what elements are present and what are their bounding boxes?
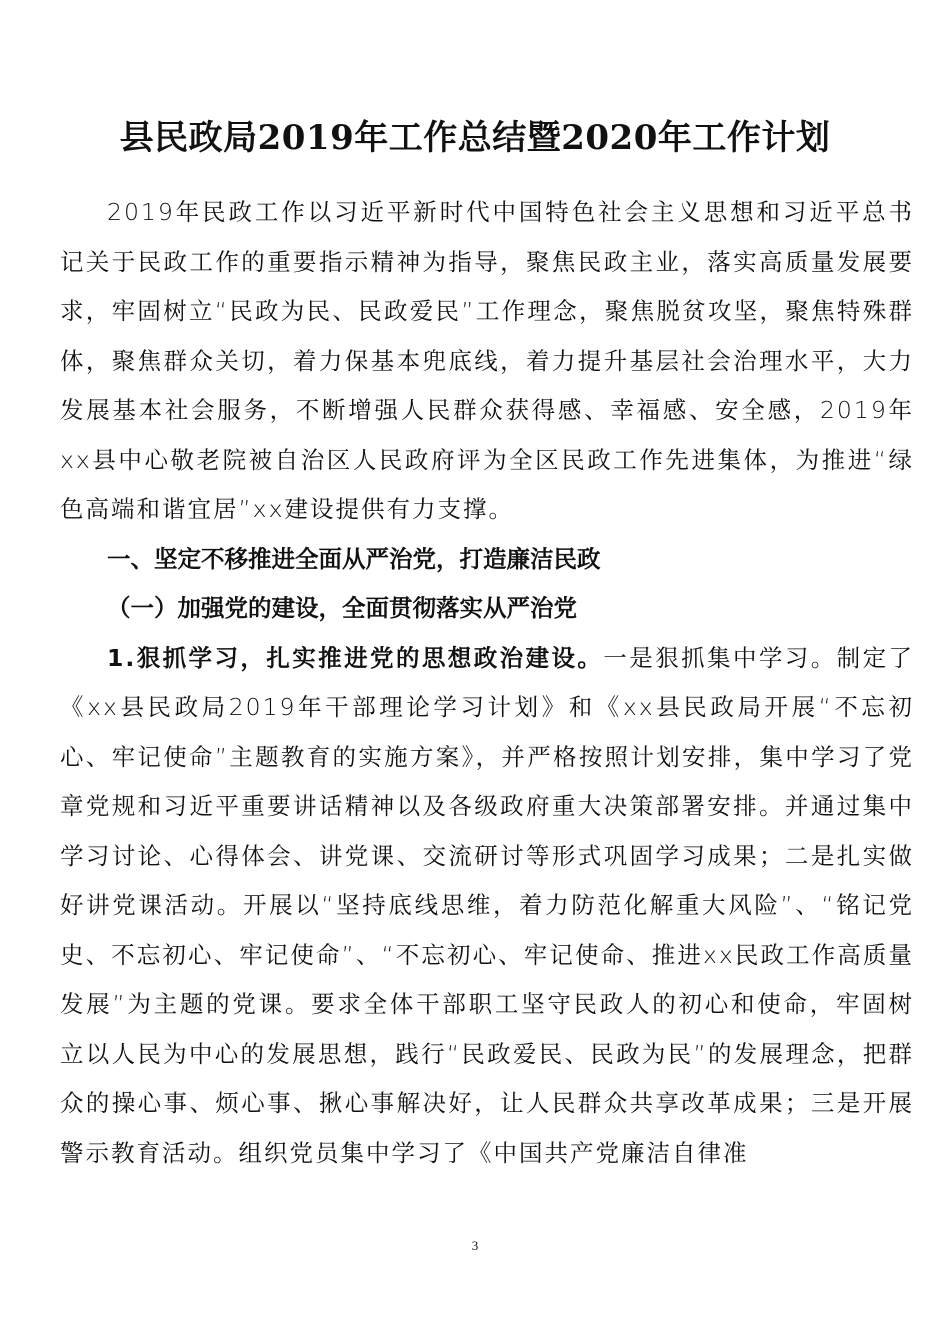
subsection-heading: （一）加强党的建设，全面贯彻落实从严治党 <box>107 594 577 622</box>
intro-paragraph: 2019年民政工作以习近平新时代中国特色社会主义思想和习近平总书记关于民政工作的重要指示精神为指导，聚焦民政主业，落实高质量发展要求，牢固树立“民政为民、民政爱民”工作理念，聚焦脱贫攻坚，聚焦特殊群体，聚焦群众关切，着力保基本兜底线，着力提升基层社会治理水平，大力发展基本社会服务，不断增强人民群众获得感、幸福感、安全感，2019年xx县中心敬老院被自治区人民政府评为全区民政工作先进集体，为推进“绿色高端和谐宜居”xx建设提供有力支撑。 <box>60 198 914 523</box>
item-body: 一是狠抓集中学习。制定了《xx县民政局2019年干部理论学习计划》和《xx县民政局开展“不忘初心、牢记使命”主题教育的实施方案》，并严格按照计划安排，集中学习了党章党规和习近平重要讲话精神以及各级政府重大决策部署安排。并通过集中学习讨论、心得体会、讲党课、交流研讨等形式巩固学习成果；二是扎实做好讲党课活动。开展以“坚持底线思维，着力防范化解重大风险”、“铭记党史、不忘初心、牢记使命”、“不忘初心、牢记使命、推进xx民政工作高质量发展”为主题的党课。要求全体干部职工坚守民政人的初心和使命，牢固树立以人民为中心的发展思想，践行“民政爱民、民政为民”的发展理念，把群众的操心事、烦心事、揪心事解决好，让人民群众共享改革成果；三是开展警示教育活动。组织党员集中学习了《中国共产党廉洁自律准 <box>60 643 915 1167</box>
item-lead: 1.狠抓学习，扎实推进党的思想政治建设。 <box>107 643 604 672</box>
item-paragraph <box>60 634 914 1179</box>
page-number: 3 <box>471 1238 479 1253</box>
section-heading: 一、坚定不移推进全面从严治党，打造廉洁民政 <box>107 544 601 573</box>
document-body <box>60 188 914 1178</box>
document-title: 县民政局2019年工作总结暨2020年工作计划 <box>119 118 831 158</box>
